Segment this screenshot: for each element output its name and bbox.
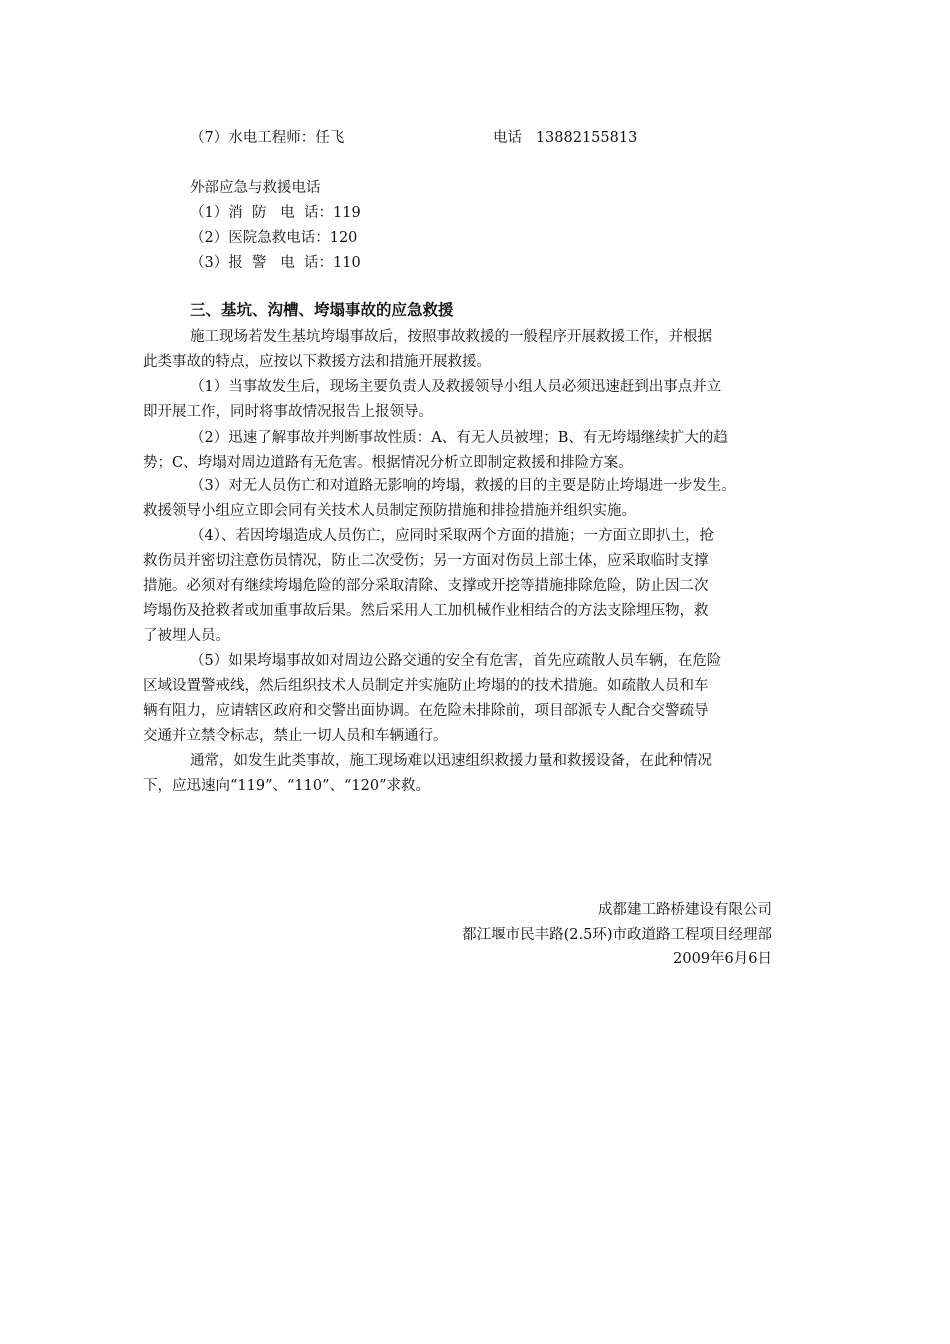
body-line: 救援领导小组应立即会同有关技术人员制定预防措施和排捡措施并组织实施。 bbox=[143, 503, 636, 519]
external-item: （1）消 防 电 话：119 bbox=[190, 205, 361, 221]
contact-item-7-label: （7）水电工程师：任飞 bbox=[190, 130, 345, 146]
external-item: （3）报 警 电 话：110 bbox=[190, 255, 361, 271]
body-line: 措施。必须对有继续垮塌危险的部分采取清除、支撑或开挖等措施排除危险，防止因二次 bbox=[143, 578, 709, 594]
body-line: 通常，如发生此类事故，施工现场难以迅速组织救援力量和救援设备，在此种情况 bbox=[190, 753, 712, 769]
phone-number: 13882155813 bbox=[535, 130, 638, 146]
external-item: （2）医院急救电话：120 bbox=[190, 230, 358, 246]
body-line: 即开展工作，同时将事故情况报告上报领导。 bbox=[143, 404, 433, 420]
body-line: （1）当事故发生后，现场主要负责人及救援领导小组人员必须迅速赶到出事点并立 bbox=[190, 379, 722, 395]
signature-company: 成都建工路桥建设有限公司 bbox=[598, 902, 772, 918]
body-line: 势；C、垮塌对周边道路有无危害。根据情况分析立即制定救援和排险方案。 bbox=[143, 455, 633, 471]
body-line: 此类事故的特点，应按以下救援方法和措施开展救援。 bbox=[143, 354, 491, 370]
body-line: （3）对无人员伤亡和对道路无影响的垮塌，救援的目的主要是防止垮塌进一步发生。 bbox=[190, 478, 736, 494]
external-title: 外部应急与救援电话 bbox=[190, 180, 321, 196]
body-line: 区域设置警戒线，然后组织技术人员制定并实施防止垮塌的的技术措施。如疏散人员和车 bbox=[143, 678, 709, 694]
body-line: （4）、若因垮塌造成人员伤亡，应同时采取两个方面的措施；一方面立即扒土，抢 bbox=[190, 528, 714, 544]
body-line: 辆有阻力，应请辖区政府和交警出面协调。在危险未排除前，项目部派专人配合交警疏导 bbox=[143, 703, 709, 719]
contact-item-7-phone bbox=[493, 129, 637, 147]
body-line: （5）如果垮塌事故如对周边公路交通的安全有危害，首先应疏散人员车辆，在危险 bbox=[190, 653, 722, 669]
signature-date: 2009年6月6日 bbox=[673, 951, 772, 967]
section-heading: 三、基坑、沟槽、垮塌事故的应急救援 bbox=[190, 301, 454, 319]
body-line: 下，应迅速向“119”、“110”、“120”求救。 bbox=[143, 778, 431, 794]
signature-department: 都江堰市民丰路(2.5环)市政道路工程项目经理部 bbox=[462, 927, 772, 943]
phone-label: 电话 bbox=[493, 130, 522, 146]
body-line: 施工现场若发生基坑垮塌事故后，按照事故救援的一般程序开展救援工作，并根据 bbox=[190, 329, 712, 345]
body-line: 了被埋人员。 bbox=[143, 628, 230, 644]
body-line: 垮塌伤及抢救者或加重事故后果。然后采用人工加机械作业相结合的方法支除埋压物，救 bbox=[143, 603, 709, 619]
body-line: （2）迅速了解事故并判断事故性质：A、有无人员被埋；B、有无垮塌继续扩大的趋 bbox=[190, 430, 728, 446]
contact-item-7 bbox=[190, 129, 344, 147]
body-line: 救伤员并密切注意伤员情况，防止二次受伤；另一方面对伤员上部土体，应采取临时支撑 bbox=[143, 553, 709, 569]
body-line: 交通并立禁令标志，禁止一切人员和车辆通行。 bbox=[143, 728, 448, 744]
